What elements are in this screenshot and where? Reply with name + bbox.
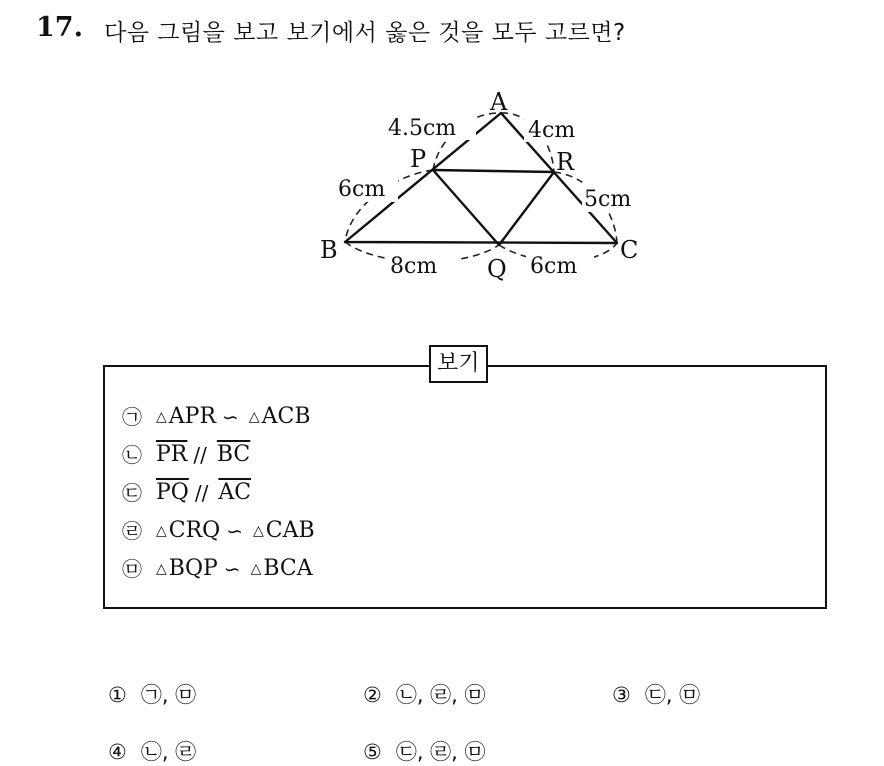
similar-symbol: ∽ — [223, 557, 241, 581]
item-mark: ㉠ — [122, 405, 142, 429]
choice-1[interactable] — [108, 679, 196, 709]
triangle-icon: △ — [156, 561, 167, 577]
length-RC: 5cm — [584, 187, 632, 212]
question-text: 다음 그림을 보고 보기에서 옳은 것을 모두 고르면? — [104, 20, 626, 46]
parallel-symbol: // — [194, 481, 209, 505]
bogi-item — [122, 436, 315, 474]
item-left: APR — [168, 404, 217, 429]
point-label-C: C — [620, 236, 639, 264]
triangle-icon: △ — [250, 561, 262, 577]
point-label-R: R — [556, 148, 575, 176]
choice-text: ㉢, ㉤ — [644, 683, 701, 707]
triangle-icon: △ — [156, 523, 167, 539]
bogi-item — [122, 512, 315, 550]
item-right: $\overline{AC}$ — [218, 480, 252, 505]
length-BQ: 8cm — [390, 254, 438, 279]
triangle-figure — [0, 0, 884, 340]
point-label-B: B — [320, 236, 338, 264]
parallel-symbol: // — [193, 443, 207, 467]
point-label-Q: Q — [487, 255, 507, 283]
triangle-icon: △ — [156, 409, 167, 425]
item-mark: ㉤ — [122, 557, 142, 581]
question-number: 17. — [36, 12, 83, 43]
length-AR: 4cm — [528, 118, 576, 143]
bogi-items — [122, 398, 315, 588]
similar-symbol: ∽ — [222, 405, 239, 429]
segment-PR — [433, 170, 554, 172]
choice-2[interactable] — [363, 679, 486, 709]
point-label-P: P — [410, 145, 427, 173]
choice-text: ㉢, ㉣, ㉤ — [395, 740, 486, 764]
length-PB: 6cm — [338, 177, 386, 202]
item-left: $\overline{PQ}$ — [156, 480, 189, 505]
item-right: CAB — [265, 518, 315, 543]
choice-3[interactable] — [612, 679, 700, 709]
item-left: $\overline{PR}$ — [156, 442, 188, 467]
choice-number: ① — [108, 683, 127, 707]
length-AP: 4.5cm — [388, 116, 457, 141]
item-mark: ㉢ — [122, 481, 142, 505]
choice-4[interactable] — [108, 736, 196, 766]
item-mark: ㉣ — [122, 519, 142, 543]
bogi-item — [122, 398, 315, 436]
choice-5[interactable] — [363, 736, 486, 766]
choice-number: ③ — [612, 683, 631, 707]
segment-RQ — [499, 172, 554, 245]
choice-text: ㉡, ㉣ — [140, 740, 197, 764]
bogi-item — [122, 474, 315, 512]
triangle-icon: △ — [252, 523, 264, 539]
choice-text: ㉡, ㉣, ㉤ — [395, 683, 486, 707]
item-left: BQP — [168, 556, 218, 581]
point-label-A: A — [490, 88, 508, 116]
item-right: BCA — [263, 556, 313, 581]
choice-text: ㉠, ㉤ — [140, 683, 197, 707]
item-right: $\overline{BC}$ — [216, 442, 251, 467]
triangle-icon: △ — [248, 409, 260, 425]
similar-symbol: ∽ — [226, 519, 243, 543]
segment-PQ — [433, 170, 499, 245]
choice-number: ④ — [108, 740, 127, 764]
choice-number: ② — [363, 683, 382, 707]
item-right: ACB — [261, 404, 311, 429]
item-mark: ㉡ — [122, 443, 142, 467]
length-QC: 6cm — [530, 254, 578, 279]
bogi-title: 보기 — [429, 345, 488, 383]
choice-number: ⑤ — [363, 740, 382, 764]
item-left: CRQ — [168, 518, 221, 543]
bogi-item — [122, 550, 315, 588]
